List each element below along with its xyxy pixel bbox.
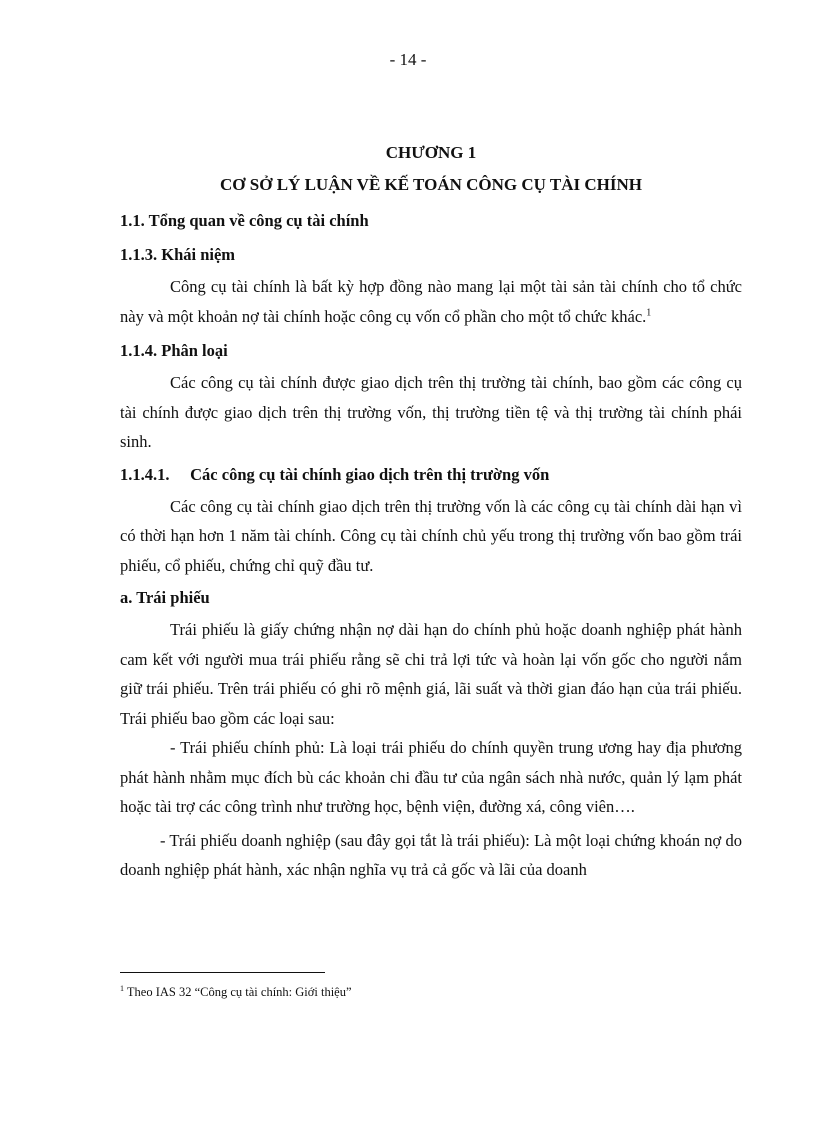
footnote-text: Theo IAS 32 “Công cụ tài chính: Giới thiệu” (124, 985, 352, 999)
page-content (120, 143, 742, 885)
footnote (120, 985, 352, 1000)
paragraph-trai-phieu: Trái phiếu là giấy chứng nhận nợ dài hạn do chính phủ hoặc doanh nghiệp phát hành cam kết với người mua trái phiếu rằng sẽ chi trả lợi tức và hoàn lại vốn gốc cho người nắm giữ trái phiếu. Trên trái phiếu có ghi rõ mệnh giá, lãi suất và thời gian đáo hạn của trái phiếu. Trái phiếu bao gồm các loại sau: (120, 620, 742, 728)
heading-1-1-3: 1.1.3. Khái niệm (120, 245, 236, 264)
footnote-number: 1 (120, 983, 124, 993)
heading-1-1-4-1: 1.1.4.1. Các công cụ tài chính giao dịch trên thị trường vốn (120, 464, 550, 484)
heading-trai-phieu: a. Trái phiếu (120, 588, 210, 607)
paragraph-khai-niem-text: Công cụ tài chính là bất kỳ hợp đồng nào mang lại một tài sản tài chính cho tổ chức này và một khoản nợ tài chính hoặc công cụ vốn cổ phần cho một tổ chức khác. (120, 277, 742, 326)
paragraph-thi-truong-von: Các công cụ tài chính giao dịch trên thị trường vốn là các công cụ tài chính dài hạn vì có thời hạn hơn 1 năm tài chính. Công cụ tài chính chủ yếu trong thị trường vốn bao gồm trái phiếu, cổ phiếu, chứng chỉ quỹ đầu tư. (120, 496, 742, 575)
footnote-separator (120, 972, 325, 973)
paragraph-khai-niem (120, 272, 742, 331)
paragraph-trai-phieu-chinh-phu: - Trái phiếu chính phủ: Là loại trái phiếu do chính quyền trung ương hay địa phương phát hành nhằm mục đích bù các khoản chi đầu tư của ngân sách nhà nước, quản lý lạm phát hoặc tài trợ các công trình như trường học, bệnh viện, đường xá, công viên…. (120, 738, 742, 816)
chapter-label: CHƯƠNG 1 (385, 143, 477, 162)
paragraph-trai-phieu-doanh-nghiep: - Trái phiếu doanh nghiệp (sau đây gọi tắt là trái phiếu): Là một loại chứng khoán nợ do doanh nghiệp phát hành, xác nhận nghĩa vụ trả cả gốc và lãi của doanh (120, 830, 742, 879)
paragraph-phan-loai: Các công cụ tài chính được giao dịch trên thị trường tài chính, bao gồm các công cụ tài chính được giao dịch trên thị trường vốn, thị trường tiền tệ và thị trường tài chính phái sinh. (120, 373, 742, 451)
chapter-title: CƠ SỞ LÝ LUẬN VỀ KẾ TOÁN CÔNG CỤ TÀI CHÍNH (220, 175, 642, 194)
footnote-reference: 1 (646, 307, 652, 318)
heading-1-1-4: 1.1.4. Phân loại (120, 341, 228, 360)
page-number: - 14 - (389, 50, 427, 69)
heading-1-1: 1.1. Tổng quan về công cụ tài chính (120, 211, 369, 230)
